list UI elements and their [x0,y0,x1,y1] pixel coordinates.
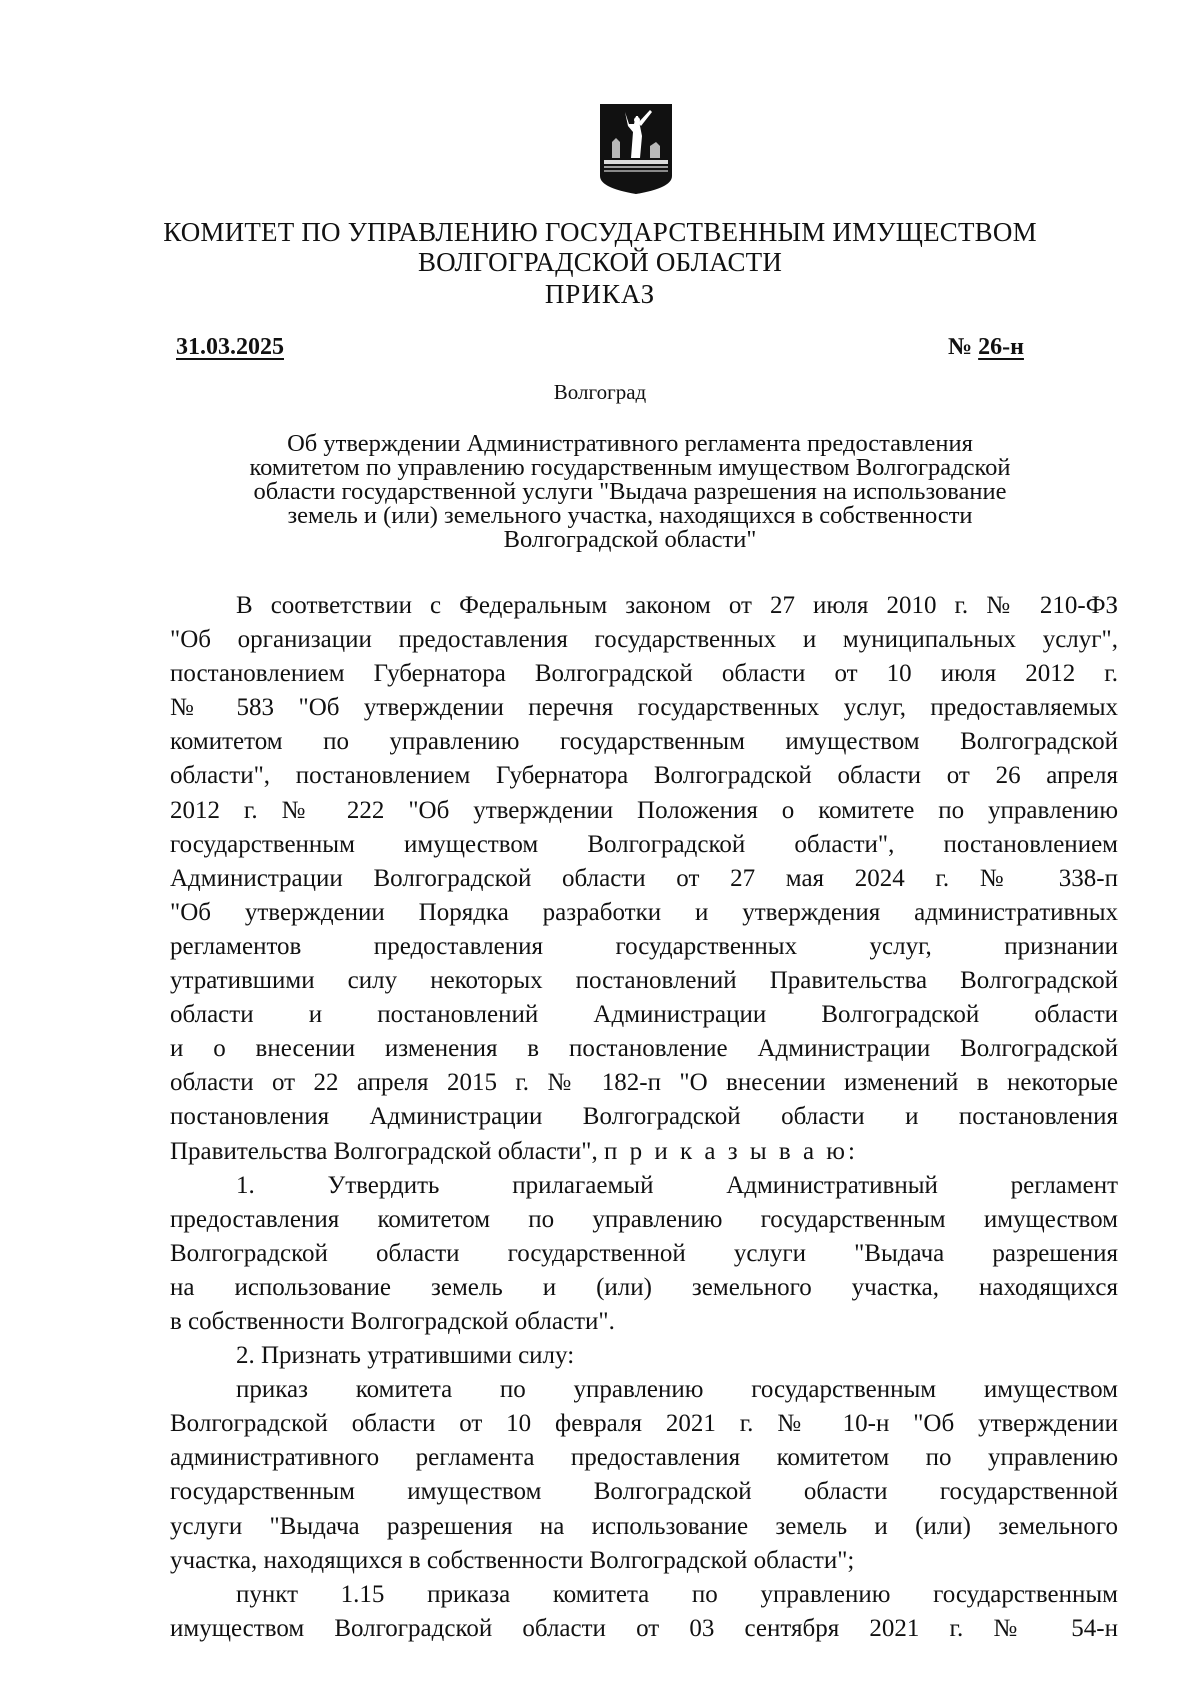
order-word: п р и к а з ы в а ю: [603,1137,858,1165]
body-line: постановления Администрации Волгоградской области и постановления [170,1103,1118,1131]
body-line: участка, находящихся в собственности Волгоградской области"; [170,1546,855,1574]
body-line: 2. Признать утратившими силу: [236,1342,575,1370]
body-line: государственным имуществом Волгоградской области", постановлением [170,830,1118,858]
body-line: комитетом по управлению государственным имуществом Волгоградской [170,728,1118,756]
body-line: области", постановлением Губернатора Волгоградской области от 26 апреля [170,762,1118,790]
body-line: области и постановлений Администрации Волгоградской области [170,1001,1118,1029]
title-line: Об утверждении Административного регламента предоставления [287,430,973,457]
document-date-value: 31.03.2025 [176,334,284,360]
body-line: приказ комитета по управлению государственным имуществом [236,1376,1118,1404]
body-line: и о внесении изменения в постановление Администрации Волгоградской [170,1035,1118,1063]
title-line: Волгоградской области" [503,526,757,553]
committee-name-line-2: ВОЛГОГРАДСКОЙ ОБЛАСТИ [417,247,783,277]
document-type: ПРИКАЗ [544,279,656,309]
body-line: регламентов предоставления государственных услуг, признании [170,932,1118,960]
body-line: утратившими силу некоторых постановлений Правительства Волгоградской [170,967,1118,995]
body-line: Волгоградской области от 10 февраля 2021 г. № 10-н "Об утверждении [170,1410,1118,1438]
body-line: № 583 "Об утверждении перечня государственных услуг, предоставляемых [170,694,1118,722]
body-line-order [170,1135,1118,1169]
document-number [948,334,1034,361]
body-line: на использование земель и (или) земельного участка, находящихся [170,1273,1118,1301]
document-number-value: 26-н [978,334,1024,360]
body-line: Администрации Волгоградской области от 27 мая 2024 г. № 338-п [170,864,1118,892]
volgograd-coat-of-arms-icon [598,102,674,196]
title-line: земель и (или) земельного участка, находящихся в собственности [287,502,973,529]
body-line: постановлением Губернатора Волгоградской области от 10 июля 2012 г. [170,660,1118,688]
body-line: пункт 1.15 приказа комитета по управлению государственным [236,1580,1118,1608]
body-line: 2012 г. № 222 "Об утверждении Положения о комитете по управлению [170,796,1118,824]
body-line: в собственности Волгоградской области". [170,1307,615,1335]
body-line: имуществом Волгоградской области от 03 сентября 2021 г. № 54-н [170,1614,1118,1642]
title-line: комитетом по управлению государственным имуществом Волгоградской [249,454,1011,481]
body-line: области от 22 апреля 2015 г. № 182-п "О внесении изменений в некоторые [170,1069,1118,1097]
body-line: "Об утверждении Порядка разработки и утверждения административных [170,898,1118,926]
document-body [170,589,1118,1646]
document-city: Волгоград [553,380,647,404]
body-line: В соответствии с Федеральным законом от 27 июля 2010 г. № 210-ФЗ [236,592,1118,619]
committee-name-line-1: КОМИТЕТ ПО УПРАВЛЕНИЮ ГОСУДАРСТВЕННЫМ ИМУЩЕСТВОМ [163,217,1037,247]
body-line: государственным имуществом Волгоградской области государственной [170,1478,1118,1506]
body-line: Волгоградской области государственной услуги "Выдача разрешения [170,1239,1118,1267]
body-line: 1. Утвердить прилагаемый Административный регламент [236,1171,1118,1199]
body-line: административного регламента предоставления комитетом по управлению [170,1444,1118,1472]
body-line: "Об организации предоставления государственных и муниципальных услуг", [170,626,1118,654]
body-line: предоставления комитетом по управлению государственным имуществом [170,1205,1118,1233]
number-sign: № [948,334,973,360]
title-line: области государственной услуги "Выдача разрешения на использование [253,478,1007,505]
document-date [166,334,294,361]
body-line: услуги "Выдача разрешения на использование земель и (или) земельного [170,1512,1118,1540]
body-line-text: Правительства Волгоградской области", [170,1137,598,1165]
document-title [170,432,1090,552]
